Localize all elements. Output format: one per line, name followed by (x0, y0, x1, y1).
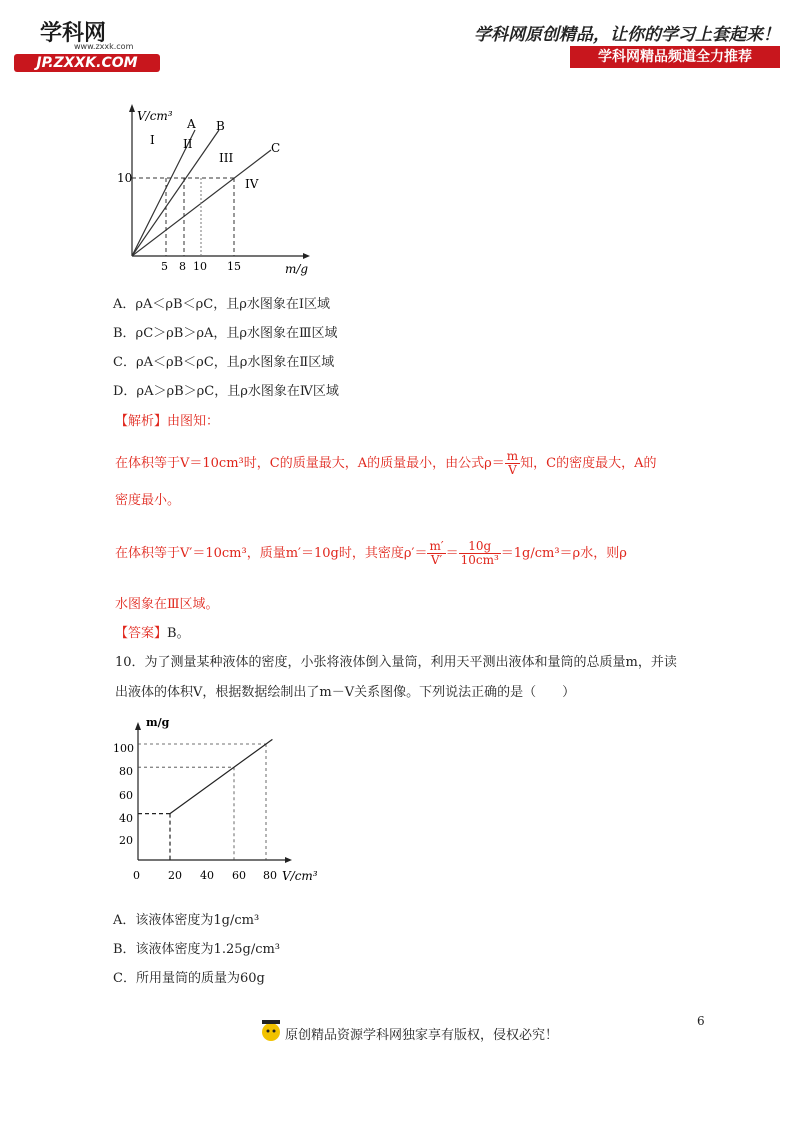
page-number: 6 (697, 1014, 705, 1028)
q10-option-a: A．该液体密度为1g/cm³ (113, 913, 260, 928)
fig1-xtick-15: 15 (227, 260, 241, 273)
formula-den-2: V′ (430, 553, 443, 567)
q10-option-c: C．所用量筒的质量为60g (113, 971, 265, 986)
fig2-xtick-40: 40 (200, 869, 214, 882)
analysis-para2-cont: 水图象在Ⅲ区域。 (115, 597, 219, 612)
fig1-region-1: I (150, 133, 155, 147)
q9-option-d: D．ρA＞ρB＞ρC，且ρ水图象在Ⅳ区域 (113, 384, 339, 399)
fig1-label-a: A (187, 117, 196, 131)
fig2-ytick-100: 100 (113, 742, 134, 755)
fig1-xtick-5: 5 (161, 260, 168, 273)
fig1-label-c: C (271, 141, 281, 155)
fig2-series-line (170, 739, 272, 813)
mascot-icon (258, 1016, 284, 1046)
formula-values (459, 540, 501, 567)
analysis-para2 (115, 540, 627, 567)
analysis-para2-text: 在体积等于V′＝10cm³，质量m′＝10g时，其密度ρ′＝ (115, 546, 428, 561)
analysis-para1 (115, 450, 656, 477)
fig2-xlabel: V/cm³ (282, 869, 318, 883)
q10-stem-line2: 出液体的体积V，根据数据绘制出了m－V关系图像。下列说法正确的是（ ） (115, 685, 576, 700)
formula-num: m (506, 449, 519, 463)
analysis-heading (115, 413, 219, 431)
fig2-xtick-20: 20 (168, 869, 182, 882)
logo-text: 学科网 (40, 21, 107, 46)
formula-rho-prime (427, 540, 445, 567)
fig2-xtick-80: 80 (263, 869, 277, 882)
fig2-ytick-80: 80 (119, 765, 133, 778)
fig1-ytick: 10 (117, 171, 133, 185)
formula-den: V (508, 463, 517, 477)
formula-num-2: m′ (429, 539, 444, 553)
fig1-ylabel: V/cm³ (137, 109, 173, 123)
fig1-xtick-10: 10 (193, 260, 207, 273)
analysis-para1-text: 在体积等于V＝10cm³时，C的质量最大，A的质量最小，由公式ρ＝ (115, 456, 505, 471)
fig2-ytick-60: 60 (119, 789, 133, 802)
fig1-region-3: III (219, 151, 234, 165)
analysis-tag: 【解析】 (115, 414, 168, 429)
fig2-ylabel: m/g (146, 716, 170, 729)
formula-rho (505, 450, 520, 477)
figure-v-m-graph (115, 100, 315, 280)
fig1-xtick-8: 8 (179, 260, 186, 273)
q10-stem-line1: 10．为了测量某种液体的密度，小张将液体倒入量筒，利用天平测出液体和量筒的总质量m，并读 (115, 655, 677, 670)
analysis-para2-text-2: ＝1g/cm³＝ρ水，则ρ (500, 546, 627, 561)
fig1-region-2: II (183, 137, 193, 151)
q9-option-a: A．ρA＜ρB＜ρC，且ρ水图象在Ⅰ区域 (113, 297, 330, 312)
fig2-ytick-40: 40 (119, 812, 133, 825)
fig2-ytick-20: 20 (119, 834, 133, 847)
figure-m-v-graph (110, 712, 350, 892)
fig2-xtick-0: 0 (133, 869, 140, 882)
q9-option-c: C．ρA＜ρB＜ρC，且ρ水图象在Ⅱ区域 (113, 355, 335, 370)
fig1-label-b: B (216, 119, 225, 133)
fig1-region-4: IV (245, 177, 259, 191)
header-slogan: 学科网原创精品，让你的学习上套起来！ (474, 25, 780, 45)
analysis-para1-cont: 密度最小。 (115, 493, 181, 508)
footer-copyright: 原创精品资源学科网独家享有版权，侵权必究！ (285, 1028, 559, 1043)
fig2-xtick-60: 60 (232, 869, 246, 882)
answer-tag: 【答案】 (115, 626, 168, 641)
logo-subtext: www.zxxk.com (74, 42, 134, 51)
formula-den-3: 10cm³ (460, 553, 499, 567)
fig2-plot-area (138, 739, 272, 860)
q9-option-b: B．ρC＞ρB＞ρA，且ρ水图象在Ⅲ区域 (113, 326, 338, 341)
analysis-intro: 由图知： (167, 414, 220, 429)
logo-domain: JP.ZXXK.COM (14, 54, 160, 72)
formula-num-3: 10g (459, 540, 501, 554)
analysis-para1-text-2: 知，C的密度最大，A的 (520, 456, 657, 471)
header-banner: 学科网精品频道全力推荐 (570, 46, 780, 68)
line-b (132, 130, 219, 256)
q10-option-b: B．该液体密度为1.25g/cm³ (113, 942, 281, 957)
fig1-xlabel: m/g (285, 262, 309, 276)
answer-value: B。 (167, 626, 190, 641)
answer-line (115, 625, 190, 643)
equals-sign: ＝ (445, 546, 459, 561)
